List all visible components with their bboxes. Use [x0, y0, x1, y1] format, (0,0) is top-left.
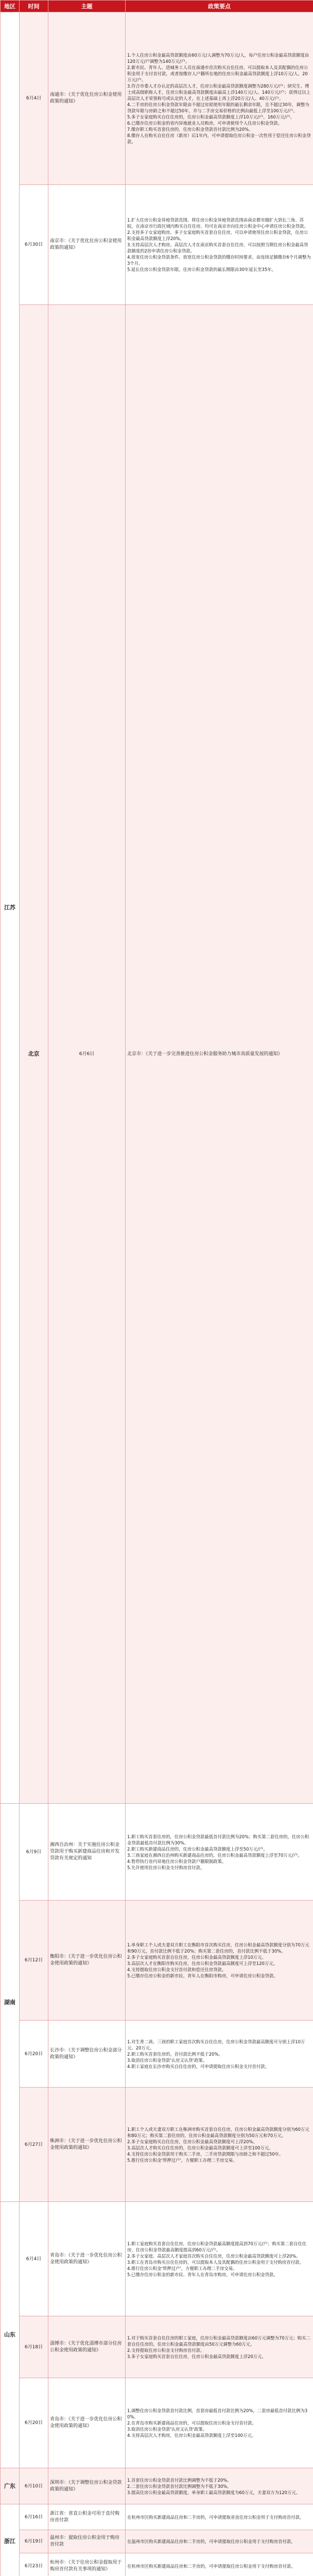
table-row — [1, 2504, 313, 2530]
policy-point: 5.已缴存住房公积金的新市民、青年人在青岛市购房，可申请住房公积金贷款。 — [127, 2272, 311, 2278]
policy-point: 7.缴存职工购买首套住房的，住房公积金贷款首付款比例为20%。 — [127, 126, 311, 132]
subject-cell: 温州市：提取住房公积金用于购房首付款 — [48, 2530, 126, 2553]
content-cell — [126, 2088, 313, 2202]
policy-point: 5.延长住房公积金贷款年限。住房公积金贷款的最长期限由30年延长至35年。 — [127, 266, 311, 273]
policy-point: 2.多子女家庭购买自住住房，住房公积金最高贷款额度可上浮20%。 — [127, 2139, 311, 2145]
policy-point: 1.职工购买首套住房的，住房公积金贷款最低首付款比例为20%；购买第二套住房的，住房公积金贷款最低首付款比例为30%。 — [127, 1834, 311, 1846]
table-row — [1, 185, 313, 305]
policy-point: 2.支持多子女家庭购房。多子女家庭购买首套自住住房，可以申请使用住房公积金贷款，住房公积金最高贷款额度上浮20%。 — [127, 229, 311, 242]
policy-point: 8.缴存人在购买自住住房（新房）后1年内，可申请提取住房公积金一次性用于偿还住房公积金贷款。 — [127, 132, 311, 145]
policy-point: 6.已缴存住房公积金的省内异地就业人员购房，可申请使用个人住房公积金贷款。 — [127, 120, 311, 126]
subject-cell: 株洲市：《关于进一步优化住房公积金使用政策的通知》 — [48, 2088, 126, 2202]
time-cell: 6月19日 — [20, 2530, 48, 2553]
policy-point: 4.职工家庭在长沙市购买自住住房的，可申请提取住房公积金支付首付款。 — [127, 2063, 311, 2070]
subject-cell: 南京市：《关于优化住房公积金使用政策的通知》 — [48, 185, 126, 305]
time-cell: 6月12日 — [20, 1901, 48, 2021]
subject-cell: 浙江省：省直公积金可用于直付购房首付款 — [48, 2504, 126, 2530]
time-cell: 6月10日 — [20, 2468, 48, 2504]
policy-point: 3.三孩家庭在湘西自治州购买新建商品住房的，住房公积金最高贷款额度上浮至70万元/户。 — [127, 1852, 311, 1858]
policy-point: 1.单身职工个人或夫妻双方职工在衡阳市首次购买住房，住房公积金最高贷款额度分别为70万元和90万元，首付款比例不低于20%；购买第二套住房的，首付款比例不低于30%。 — [127, 1942, 311, 1954]
policy-point: 在杭州市区购买新建商品住房和二手房的，可申请提取省直住房公积金用于支付购房首付款。 — [127, 2514, 311, 2520]
policy-point: 3.职工在青岛市购买自住住房的，可以提取本人及其配偶的住房公积金用于支付购房首付款。 — [127, 2259, 311, 2265]
time-cell: 6月30日 — [20, 185, 48, 305]
time-cell: 6月20日 — [20, 2021, 48, 2088]
policy-point: 3.高层次人才购买自住住房的，住房公积金最高贷款额度可上浮至100万元。 — [127, 2145, 311, 2151]
content-cell — [126, 2316, 313, 2378]
subject-cell: 南通市：《关于优化住房公积金使用政策的通知》 — [48, 12, 126, 185]
policy-point: 1.职工家庭购买首套自住住房，住房公积金贷款最高额度提高到70万元/户；购买第二套自住住房，住房公积金贷款最高额度提高到60万元/户。 — [127, 2241, 311, 2253]
region-cell: 北京 — [20, 305, 48, 1804]
content-cell — [126, 2378, 313, 2468]
region-cell: 浙江 — [1, 2504, 20, 2576]
table-row — [1, 1804, 313, 1901]
policy-point: 3.多子女家庭购买首套自住住房，住房公积金最高贷款额度上浮20万元。 — [127, 2353, 311, 2360]
policy-point: 4.暂停执行省内异地住房公积金贷款户籍限制政策。 — [127, 1858, 311, 1865]
policy-point: 1.扩大住房公积金异地贷款范围。将住房公积金异地贷款范围由南京都市圈扩大到长三角、苏皖，在南京市行政区域内购买自住住房，均可在南京市向住房公积金中心申请住房公积金贷款。 — [127, 217, 311, 229]
policy-point: 1.调整住房公积金贷款首付款比例，首套房最低首付款比例为20%，二套房最低首付款比例为30%。 — [127, 2408, 311, 2420]
header-region: 地区 — [1, 1, 20, 12]
table-row — [1, 2202, 313, 2316]
policy-point: 5.已缴存住房公积金的新市民、青年人在衡阳市购房，可申请住房公积金贷款。 — [127, 1973, 311, 1979]
time-cell: 6月4日 — [20, 2202, 48, 2316]
policy-point: 5.多子女家庭购买自住住房的，住房公积金最高贷款额度上浮10万元/户，160万元/户。 — [127, 114, 311, 120]
header-subject: 主题 — [48, 1, 126, 12]
policy-point: 2.新市民、青年人、进城务工人员在南通市首次购买自住住房，可以提取本人及其配偶的住房公积金用于支付首付款，或者按缴存人户籍所在地的住房公积金最高贷款额度上浮10万元/人、20万元/户。 — [127, 64, 311, 83]
policy-point: 3.取消住房公积金贷款'认房又认贷'政策。 — [127, 2426, 311, 2432]
content-cell — [126, 2468, 313, 2504]
policy-point: 2.职工购买新建商品住房的，住房公积金最高贷款额度上浮至50万元/户。 — [127, 1846, 311, 1852]
policy-point: 1.个人住房公积金最高贷款额度由60万元/人调整为70万元/人，每户住房公积金最高贷款额度由120万元/户调整为140万元/户。 — [127, 52, 311, 64]
content-cell — [126, 1804, 313, 1901]
time-cell: 6月9日 — [20, 1804, 48, 1901]
policy-point: 3.支持高层次人才购房。高层次人才在南京购买首套自住住房，可以按照当期住房公积金最高贷款额度的2倍申请住房公积金贷款。 — [127, 242, 311, 254]
subject-cell: 深圳市：《关于调整住房公积金贷款政策的通知》 — [48, 2468, 126, 2504]
region-cell: 湖南 — [1, 1804, 20, 2202]
policy-point: 2.职工购买首套住房的，首付款比例不低于20%。 — [127, 2051, 311, 2057]
time-cell: 6月4日 — [20, 12, 48, 185]
policy-point: 2.在青岛市购买新建商品住房的，可以提取住房公积金支付首付款。 — [127, 2420, 311, 2426]
content-cell — [126, 2202, 313, 2316]
header-row — [1, 1, 313, 12]
subject-cell: 淄博市：《关于优化淄博市部分住房公积金使用政策的通知》 — [48, 2316, 126, 2378]
table-row — [1, 2378, 313, 2468]
time-cell: 6月27日 — [20, 2088, 48, 2202]
header-time: 时间 — [20, 1, 48, 12]
policy-point: 4.二手房的住房公积金贷款年限由不超过房屋使用年限的最长剩余年限，且不超过30年，调整为贷款年限与房龄之和不超过50年，并与二手房交易价格的比例由最低上浮至100万元/户。 — [127, 101, 311, 114]
content-cell — [126, 2553, 313, 2576]
subject-cell: 衡阳市：《关于进一步优化住房公积金使用政策的通知》 — [48, 1901, 126, 2021]
policy-point: 4.放宽住房公积金贷款条件。放宽住房公积金贷款的缴存时间要求，由连续足额缴存6个月调整为3个月。 — [127, 254, 311, 266]
policy-point: 1.对生育二孩、三孩的职工家庭首次购买自住住房，住房公积金贷款最高额度可分别上浮10万元、20万元。 — [127, 2039, 311, 2051]
table-row — [1, 12, 313, 185]
policy-point: 1.职工个人或夫妻双方职工在株洲市购买首套自住住房，住房公积金最高贷款额度分别为60万元和80万元；购买第二套住房的，住房公积金最高贷款额度分别为50万元和70万元。 — [127, 2126, 311, 2139]
policy-point: 2.支持提取住房公积金支付购房首付款。 — [127, 2347, 311, 2353]
content-cell — [126, 185, 313, 305]
table-row — [1, 2553, 313, 2576]
policy-point: 2.多子女家庭、高层次人才家庭首次购买自住住房，住房公积金最高贷款额度可上浮20%。 — [127, 2253, 311, 2259]
content-cell — [126, 12, 313, 185]
policy-point: 在温州市区购买新建商品住房和二手房的，可申请提取住房公积金用于支付购房首付款。 — [127, 2538, 311, 2545]
table-row — [1, 2316, 313, 2378]
subject-cell: 北京市：《关于进一步完善推进住房公积金服务助力城市高质量发展的通知》 — [126, 305, 313, 1804]
subject-cell: 青岛市：《关于进一步优化住房公积金使用政策的通知》 — [48, 2378, 126, 2468]
table-row — [1, 2088, 313, 2202]
table-body — [1, 12, 313, 2576]
header-content: 政策要点 — [126, 1, 313, 12]
policy-point: 4.支持高层次人才购房，住房公积金最高贷款额度上浮至100万元。 — [127, 2432, 311, 2438]
region-cell: 江苏 — [1, 12, 20, 1804]
policy-point: 2.二套住房公积金贷款首付款比例调整为不低于30%。 — [127, 2483, 311, 2489]
content-cell — [126, 1901, 313, 2021]
policy-point: 4.推行住房公积金'带押过户'，方便职工办理二手房交易。 — [127, 2265, 311, 2272]
region-cell: 广东 — [1, 2468, 20, 2504]
policy-point: 5.允许使用住房公积金支付购房首付款。 — [127, 1865, 311, 1871]
time-cell: 6月23日 — [20, 2553, 48, 2576]
policy-point: 5.推行住房公积金'带押过户'，方便职工办理二手房交易。 — [127, 2157, 311, 2163]
policy-point: 3.符合市委人才办认定的高层次人才，住房公积金最高贷款额度调整为280万元/户；研究生、博士或高级职称人才，住房公积金最高贷款额度由最高上浮140万元/人、140万元/户；获得过以上高层次人才荣誉称号或认定的人才，在上述基础上再上浮20万元/人、40万元/户。 — [127, 83, 311, 101]
content-cell — [126, 2530, 313, 2553]
subject-cell: 长沙市：《关于调整住房公积金部分政策的通知》 — [48, 2021, 126, 2088]
content-cell — [126, 2021, 313, 2088]
table-row — [1, 2021, 313, 2088]
subject-cell: 湘西自治州：关于实施住房公积金贷款用于购买新建商品住房和开发贷款有关规定的通知 — [48, 1804, 126, 1901]
policy-point: 4.支持提取住房公积金支付首付款和偿还住房贷款。 — [127, 1967, 311, 1973]
policy-point: 2.多子女家庭购买首套自住住房，住房公积金最高贷款额度上浮10万元。 — [127, 1954, 311, 1960]
policy-point: 3.高层次人才在衡阳市购买住房，住房公积金贷款最高额度可上浮至120万元。 — [127, 1960, 311, 1967]
policy-point: 4.支持住房公积金贷款用于购买二手房，二手房贷款期限与房龄之和不超过50年。 — [127, 2151, 311, 2157]
policy-point: 在杭州市区购买新建商品住房和二手房的，可申请提取住房公积金用于支付购房首付款。 — [127, 2563, 311, 2569]
region-cell: 山东 — [1, 2202, 20, 2468]
policy-point: 1.首套住房公积金贷款首付款比例调整为不低于20%。 — [127, 2477, 311, 2483]
content-cell — [126, 2504, 313, 2530]
table-row — [1, 1901, 313, 2021]
subject-cell: 杭州市：《关于住房公积金提取用于购房首付款有关事项的通知》 — [48, 2553, 126, 2576]
subject-cell: 青岛市：《关于进一步优化住房公积金使用政策的通知》 — [48, 2202, 126, 2316]
policy-point: 1.对于购买首套自住住房的职工家庭，住房公积金最高贷款额度由60万元调整为70万元；购买二套自住住房的，住房公积金最高贷款额度由50万元调整为60万元。 — [127, 2335, 311, 2347]
time-cell: 6月6日 — [48, 305, 126, 1804]
policy-point: 3.提高住房公积金最高贷款额度，单身职工最高贷款额度为60万元，夫妻双方为120万元。 — [127, 2489, 311, 2496]
time-cell: 6月18日 — [20, 2316, 48, 2378]
time-cell: 6月16日 — [20, 2504, 48, 2530]
table-row — [1, 2530, 313, 2553]
table-row — [1, 305, 313, 1804]
table-row — [1, 2468, 313, 2504]
time-cell: 6月20日 — [20, 2378, 48, 2468]
policy-point: 3.取消住房公积金贷款'认房又认贷'政策。 — [127, 2057, 311, 2063]
